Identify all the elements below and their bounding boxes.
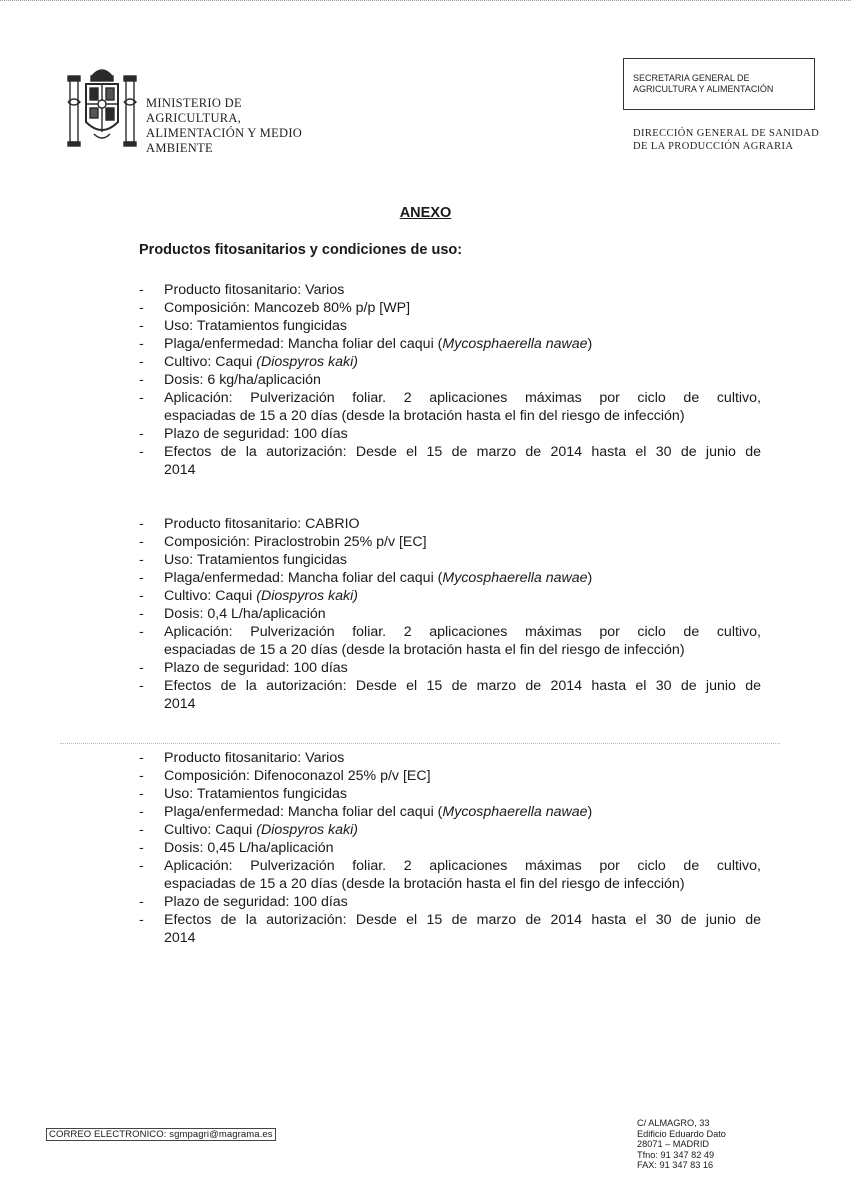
product-crop <box>139 821 761 839</box>
application-line: Aplicación: Pulverización foliar. 2 aplicaciones máximas por ciclo de cultivo, <box>164 390 761 406</box>
coat-of-arms-icon <box>64 62 140 158</box>
ministry-line: AMBIENTE <box>146 141 213 155</box>
product-safety-period: - Plazo de seguridad: 100 días <box>139 425 761 443</box>
secretaria-line: SECRETARIA GENERAL DE <box>633 73 750 83</box>
address-line: 28071 – MADRID <box>637 1139 710 1149</box>
section-subtitle: Productos fitosanitarios y condiciones de uso: <box>139 242 463 258</box>
product-effects <box>139 911 761 947</box>
product-use: - Uso: Tratamientos fungicidas <box>139 785 761 803</box>
crop-scientific-name: (Diospyros kaki) <box>256 354 358 370</box>
pest-close: ) <box>587 336 593 352</box>
secretaria-box <box>623 58 815 110</box>
address-line: C/ ALMAGRO, 33 <box>637 1118 710 1128</box>
pest-text: Plaga/enfermedad: Mancha foliar del caqui ( <box>164 804 443 820</box>
effects-line: Efectos de la autorización: Desde el 15 de marzo de 2014 hasta el 30 de junio de <box>164 912 761 928</box>
direccion-line: DE LA PRODUCCIÓN AGRARIA <box>633 141 794 152</box>
product-dose: - Dosis: 6 kg/ha/aplicación <box>139 371 761 389</box>
scan-noise-top <box>0 0 851 4</box>
direccion-line: DIRECCIÓN GENERAL DE SANIDAD <box>633 128 820 139</box>
product-pest <box>139 569 761 587</box>
crop-text: Cultivo: Caqui <box>164 354 257 370</box>
scan-noise-line <box>60 743 780 744</box>
product-composition: - Composición: Mancozeb 80% p/p [WP] <box>139 299 761 317</box>
product-pest <box>139 335 761 353</box>
product-block <box>139 749 761 947</box>
effects-line: 2014 <box>164 696 196 712</box>
application-line: Aplicación: Pulverización foliar. 2 aplicaciones máximas por ciclo de cultivo, <box>164 624 761 640</box>
ministry-line: ALIMENTACIÓN Y MEDIO <box>146 126 303 140</box>
product-crop <box>139 353 761 371</box>
crop-scientific-name: (Diospyros kaki) <box>256 588 358 604</box>
crop-text: Cultivo: Caqui <box>164 822 257 838</box>
application-line: espaciadas de 15 a 20 días (desde la brotación hasta el fin del riesgo de infección) <box>164 408 685 424</box>
effects-line: Efectos de la autorización: Desde el 15 de marzo de 2014 hasta el 30 de junio de <box>164 678 761 694</box>
product-safety-period: - Plazo de seguridad: 100 días <box>139 659 761 677</box>
effects-line: 2014 <box>164 462 196 478</box>
application-line: Aplicación: Pulverización foliar. 2 aplicaciones máximas por ciclo de cultivo, <box>164 858 761 874</box>
pest-close: ) <box>587 570 593 586</box>
product-use: - Uso: Tratamientos fungicidas <box>139 551 761 569</box>
contact-email[interactable]: CORREO ELECTRONICO: sgmpagri@magrama.es <box>46 1128 276 1141</box>
product-dose: - Dosis: 0,45 L/ha/aplicación <box>139 839 761 857</box>
effects-line: Efectos de la autorización: Desde el 15 de marzo de 2014 hasta el 30 de junio de <box>164 444 761 460</box>
product-pest <box>139 803 761 821</box>
application-line: espaciadas de 15 a 20 días (desde la brotación hasta el fin del riesgo de infección) <box>164 876 685 892</box>
pest-scientific-name: Mycosphaerella nawae <box>442 336 588 352</box>
direccion-general <box>633 127 843 153</box>
crop-text: Cultivo: Caqui <box>164 588 257 604</box>
page-title: ANEXO <box>399 205 452 221</box>
pest-close: ) <box>587 804 593 820</box>
postal-address <box>637 1118 726 1171</box>
crop-scientific-name: (Diospyros kaki) <box>256 822 358 838</box>
address-line: Edificio Eduardo Dato <box>637 1128 726 1139</box>
ministry-line: MINISTERIO DE <box>146 96 242 110</box>
product-composition: - Composición: Piraclostrobin 25% p/v [EC] <box>139 533 761 551</box>
product-safety-period: - Plazo de seguridad: 100 días <box>139 893 761 911</box>
product-application <box>139 623 761 659</box>
secretaria-line: AGRICULTURA Y ALIMENTACIÓN <box>633 83 774 94</box>
ministry-line: AGRICULTURA, <box>146 111 242 125</box>
product-crop <box>139 587 761 605</box>
product-block <box>139 281 761 479</box>
address-line: FAX: 91 347 83 16 <box>637 1160 714 1170</box>
pest-text: Plaga/enfermedad: Mancha foliar del caqui ( <box>164 570 443 586</box>
product-application <box>139 857 761 893</box>
ministry-name <box>146 96 366 156</box>
product-composition: - Composición: Difenoconazol 25% p/v [EC] <box>139 767 761 785</box>
product-application <box>139 389 761 425</box>
address-line: Tfno: 91 347 82 49 <box>637 1149 715 1160</box>
product-effects <box>139 677 761 713</box>
effects-line: 2014 <box>164 930 196 946</box>
product-effects <box>139 443 761 479</box>
pest-scientific-name: Mycosphaerella nawae <box>442 570 588 586</box>
application-line: espaciadas de 15 a 20 días (desde la brotación hasta el fin del riesgo de infección) <box>164 642 685 658</box>
product-name: - Producto fitosanitario: CABRIO <box>139 515 761 533</box>
product-name: - Producto fitosanitario: Varios <box>139 281 761 299</box>
product-use: - Uso: Tratamientos fungicidas <box>139 317 761 335</box>
pest-text: Plaga/enfermedad: Mancha foliar del caqui ( <box>164 336 443 352</box>
product-dose: - Dosis: 0,4 L/ha/aplicación <box>139 605 761 623</box>
product-name: - Producto fitosanitario: Varios <box>139 749 761 767</box>
product-block <box>139 515 761 713</box>
pest-scientific-name: Mycosphaerella nawae <box>442 804 588 820</box>
